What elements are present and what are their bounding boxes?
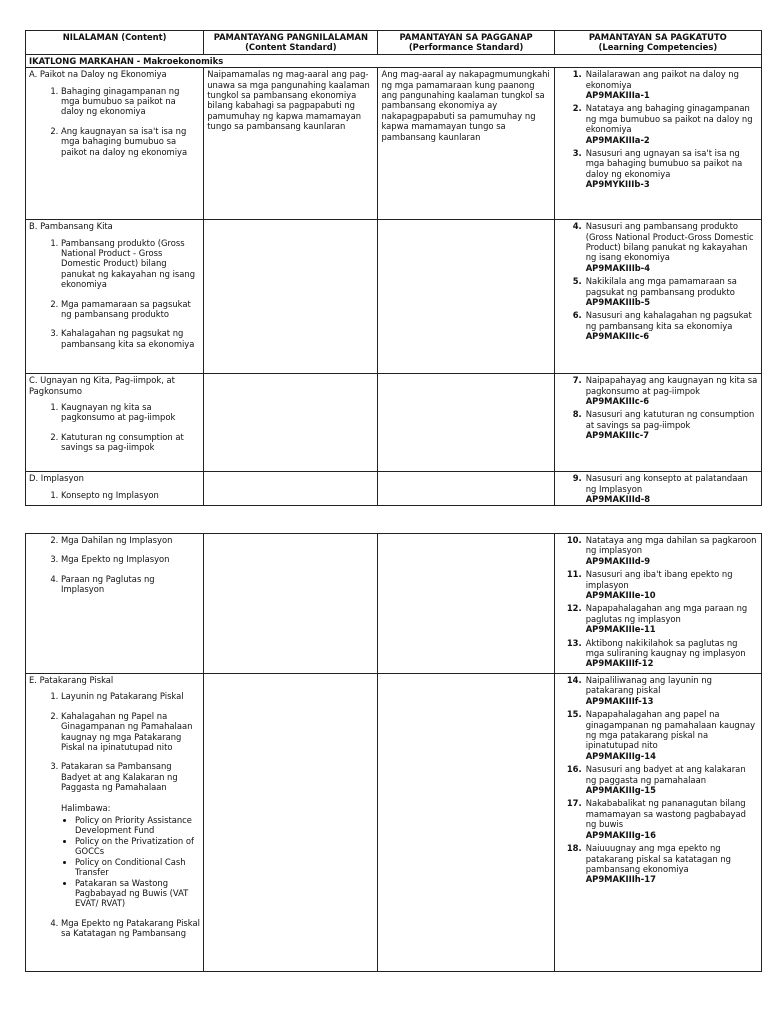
content-cell: [26, 674, 204, 972]
example-item: • Policy on Conditional Cash Transfer: [75, 857, 200, 878]
content-standard-cell: [204, 534, 378, 674]
competency-cell: [554, 472, 761, 506]
content-standard-cell: [204, 374, 378, 472]
competency-item: 15. Napapahalagahan ang papel na ginagampanan ng pamahalaan kaugnay ng mga patakarang piskal na ipinatutupad nito AP9MAKIIIg-14: [566, 709, 756, 761]
subtopic-item: 1. Bahaging ginagampanan ng mga bumubuo sa paikot na daloy ng ekonomiya: [61, 86, 200, 117]
content-standard-cell: [204, 472, 378, 506]
competency-cell: [554, 674, 761, 972]
content-standard-cell: Naipamamalas ng mag-aaral ang pag-unawa sa mga pangunahing kaalaman tungkol sa pambansang ekonomiya bilang kabahagi sa pagpapabuti ng pamumuhay ng kapwa mamamayan tungo sa pambansang kaunlaran: [204, 68, 378, 220]
competency-item: 13. Aktibong nakikilahok sa paglutas ng mga suliraning kaugnay ng implasyon AP9MAKIIIf-12: [566, 637, 746, 669]
header-content-standard: PAMANTAYANG PANGNILALAMAN (Content Standard): [204, 31, 378, 55]
quarter-title: IKATLONG MARKAHAN - Makroekonomiks: [26, 54, 762, 67]
subtopic-item: 2. Mga pamamaraan sa pagsukat ng pambansang produkto: [61, 299, 200, 320]
competency-cell: [554, 374, 761, 472]
subtopic-list: [29, 238, 200, 350]
subtopic-item: 3. Mga Epekto ng Implasyon: [61, 554, 200, 564]
competency-item: 9. Nasusuri ang konsepto at palatandaan ng Implasyon AP9MAKIIId-8: [572, 473, 748, 505]
competency-item: 3. Nasusuri ang ugnayan sa isa't isa ng mga bahaging bumubuo sa paikot na daloy ng ekonomiya AP9MYKIIIb-3: [572, 148, 743, 190]
header-learning-competencies: PAMANTAYAN SA PAGKATUTO (Learning Competencies): [554, 31, 761, 55]
subtopic-list: [29, 490, 200, 500]
competency-cell: [554, 220, 761, 374]
subtopic-list: [29, 691, 200, 938]
example-item: • Patakaran sa Wastong Pagbabayad ng Buwis (VAT EVAT/ RVAT): [75, 878, 200, 909]
performance-standard-cell: [378, 220, 554, 374]
competency-item: 2. Natataya ang bahaging ginagampanan ng mga bumubuo sa paikot na daloy ng ekonomiya AP9MAKIIIa-2: [572, 103, 753, 145]
performance-standard-cell: [378, 674, 554, 972]
example-label: Halimbawa:: [61, 802, 111, 813]
content-cell: [26, 534, 204, 674]
competency-cell: [554, 534, 761, 674]
performance-standard-cell: [378, 534, 554, 674]
topic-title: C. Ugnayan ng Kita, Pag-iimpok, at Pagkonsumo: [29, 375, 175, 396]
content-cell: [26, 374, 204, 472]
topic-title: E. Patakarang Piskal: [29, 675, 114, 685]
table-row: [26, 374, 762, 472]
performance-standard-cell: [378, 374, 554, 472]
table-row: [26, 472, 762, 506]
competency-cell: [554, 68, 761, 220]
header-row: [26, 31, 762, 55]
content-cell: [26, 472, 204, 506]
subtopic-list: [29, 535, 200, 595]
curriculum-table-page-1: [25, 30, 762, 506]
subtopic-item: 1. Konsepto ng Implasyon: [61, 490, 200, 500]
header-content: NILALAMAN (Content): [26, 31, 204, 55]
curriculum-table-page-2: [25, 533, 762, 972]
header-performance-standard: PAMANTAYAN SA PAGGANAP (Performance Standard): [378, 31, 554, 55]
competency-item: 11. Nasusuri ang iba't ibang epekto ng implasyon AP9MAKIIIe-10: [566, 569, 733, 601]
subtopic-item: 3. Patakaran sa Pambansang Badyet at ang Kalakaran ng Paggasta ng Pamahalaan Halimbawa: • Policy on Priority Assistance Development Fund • Policy on the Privatization of GOCCs • Policy on Conditional Cash Transfer • Patakaran sa Wastong Pagbabayad ng Buwis (VAT EVAT/ RVAT): [61, 761, 200, 908]
subtopic-item: 4. Mga Epekto ng Patakarang Piskal sa Katatagan ng Pambansang: [61, 918, 200, 939]
content-standard-cell: [204, 220, 378, 374]
content-cell: [26, 68, 204, 220]
competency-item: 10. Natataya ang mga dahilan sa pagkaroon ng implasyon AP9MAKIIId-9: [566, 535, 757, 566]
topic-title: D. Implasyon: [29, 473, 84, 484]
example-item: • Policy on the Privatization of GOCCs: [75, 836, 200, 857]
competency-item: 8. Nasusuri ang katuturan ng consumption at savings sa pag-iimpok AP9MAKIIIc-7: [572, 409, 755, 441]
content-cell: [26, 220, 204, 374]
table-row: [26, 674, 762, 972]
competency-item: 7. Naipapahayag ang kaugnayan ng kita sa pagkonsumo at pag-iimpok AP9MAKIIIc-6: [572, 375, 758, 407]
competency-item: 16. Nasusuri ang badyet at ang kalakaran ng paggasta ng pamahalaan AP9MAKIIIg-15: [566, 764, 746, 796]
subtopic-item: 2. Ang kaugnayan sa isa't isa ng mga bahaging bumubuo sa paikot na daloy ng ekonomiya: [61, 126, 200, 157]
quarter-row: [26, 54, 762, 67]
subtopic-list: [29, 402, 200, 453]
competency-item: 12. Napapahalagahan ang mga paraan ng paglutas ng implasyon AP9MAKIIIe-11: [566, 603, 748, 635]
table-row: [26, 68, 762, 220]
subtopic-item: 2. Katuturan ng consumption at savings sa pag-iimpok: [61, 432, 200, 453]
example-list: [61, 815, 200, 909]
competency-item: 5. Nakikilala ang mga pamamaraan sa pagsukat ng pambansang produkto AP9MAKIIIb-5: [572, 276, 737, 308]
performance-standard-cell: [378, 472, 554, 506]
subtopic-item: 4. Paraan ng Paglutas ng Implasyon: [61, 574, 200, 595]
subtopic-item: 3. Kahalagahan ng pagsukat ng pambansang kita sa ekonomiya: [61, 328, 200, 349]
example-item: • Policy on Priority Assistance Development Fund: [75, 815, 200, 836]
competency-item: 14. Naipaliliwanag ang layunin ng patakarang piskal AP9MAKIIIf-13: [566, 675, 712, 706]
subtopic-item: 1. Layunin ng Patakarang Piskal: [61, 691, 200, 701]
topic-title: A. Paikot na Daloy ng Ekonomiya: [29, 69, 167, 80]
competency-item: 18. Naiuuugnay ang mga epekto ng patakarang piskal sa katatagan ng pambansang ekonomiya AP9MAKIIIh-17: [566, 843, 731, 885]
subtopic-item: 2. Mga Dahilan ng Implasyon: [61, 535, 200, 545]
competency-item: 17. Nakababalikat ng pananagutan bilang mamamayan sa wastong pagbabayad ng buwis AP9MAKIIIg-16: [566, 798, 746, 840]
table-row: [26, 220, 762, 374]
competency-item: 1. Nailalarawan ang paikot na daloy ng ekonomiya AP9MAKIIIa-1: [572, 69, 739, 101]
performance-standard-cell: Ang mag-aaral ay nakapagmumungkahi ng mga pamamaraan kung paanong ang pangunahing kaalaman tungkol sa pambansang ekonomiya ay nakapagpapabuti sa pamumuhay ng kapwa mamamayan tungo sa pambansang kaunlaran: [378, 68, 554, 220]
subtopic-list: [29, 86, 200, 157]
subtopic-item: 1. Pambansang produkto (Gross National Product - Gross Domestic Product) bilang panukat ng kakayahan ng isang ekonomiya: [61, 238, 200, 290]
table-row: [26, 534, 762, 674]
content-standard-cell: [204, 674, 378, 972]
topic-title: B. Pambansang Kita: [29, 221, 113, 232]
subtopic-item: 2. Kahalagahan ng Papel na Ginagampanan ng Pamahalaan kaugnay ng mga Patakarang Piskal na ipinatutupad nito: [61, 711, 200, 753]
competency-item: 4. Nasusuri ang pambansang produkto (Gross National Product-Gross Domestic Product) bilang panukat ng kakayahan ng isang ekonomiya AP9MAKIIIb-4: [572, 221, 754, 273]
subtopic-item: 1. Kaugnayan ng kita sa pagkonsumo at pag-iimpok: [61, 402, 200, 423]
competency-item: 6. Nasusuri ang kahalagahan ng pagsukat ng pambansang kita sa ekonomiya AP9MAKIIIc-6: [572, 310, 752, 342]
